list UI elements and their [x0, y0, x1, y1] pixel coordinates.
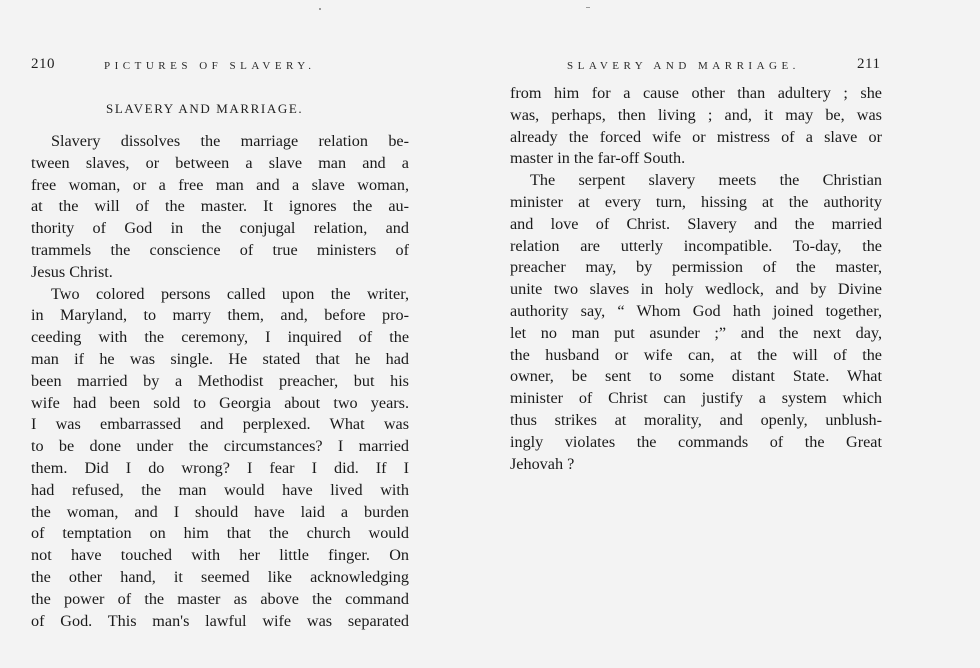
text-line: Jesus Christ. — [31, 262, 113, 281]
text-line: trammels the conscience of true ministers of — [31, 240, 409, 259]
text-line: been married by a Methodist preacher, but his — [31, 371, 409, 390]
text-line: the husband or wife can, at the will of the — [510, 345, 882, 364]
text-line: unite two slaves in holy wedlock, and by Divine — [510, 280, 882, 299]
text-line: The serpent slavery meets the Christian — [530, 171, 882, 190]
text-line: at the will of the master. It ignores the au- — [31, 197, 409, 216]
text-line: was, perhaps, then living ; and, it may be, was — [510, 105, 882, 124]
text-line: not have touched with her little finger. On — [31, 546, 409, 565]
text-line: the woman, and I should have laid a burden — [31, 502, 409, 521]
text-line: them. Did I do wrong? I fear I did. If I — [31, 458, 409, 477]
text-line: had refused, the man would have lived with — [31, 480, 409, 499]
section-title: SLAVERY AND MARRIAGE. — [106, 101, 304, 116]
text-line: Jehovah ? — [510, 454, 575, 473]
text-line: preacher may, by permission of the master, — [510, 258, 882, 277]
text-line: minister of Christ can justify a system which — [510, 389, 882, 408]
text-line: thus strikes at morality, and openly, unblush- — [510, 410, 882, 429]
right-page — [490, 0, 980, 668]
text-line: the other hand, it seemed like acknowledging — [31, 567, 409, 586]
text-line: relation are utterly incompatible. To-day, the — [510, 236, 882, 255]
body-text — [510, 83, 882, 475]
text-line: Two colored persons called upon the writer, — [51, 284, 409, 303]
text-line: Slavery dissolves the marriage relation be- — [51, 132, 409, 150]
text-line: of God. This man's lawful wife was separated — [31, 611, 409, 630]
paragraph — [510, 170, 882, 475]
text-line: in Maryland, to marry them, and, before pro- — [31, 306, 409, 325]
text-line: owner, be sent to some distant State. What — [510, 367, 882, 386]
text-line: ceeding with the ceremony, I inquired of the — [31, 328, 409, 347]
text-line: ingly violates the commands of the Great — [510, 432, 882, 451]
text-line: from him for a cause other than adultery ; she — [510, 84, 882, 102]
paragraph — [31, 284, 409, 633]
paragraph — [31, 131, 409, 284]
text-line: already the forced wife or mistress of a slave or — [510, 127, 882, 146]
page-number: 211 — [857, 56, 881, 72]
paragraph — [510, 83, 882, 170]
running-head: PICTURES OF SLAVERY. — [104, 60, 316, 72]
text-line: let no man put asunder ;” and the next day, — [510, 323, 882, 342]
page-number: 210 — [31, 56, 55, 72]
text-line: and love of Christ. Slavery and the married — [510, 214, 882, 233]
body-text — [31, 131, 409, 632]
text-line: thority of God in the conjugal relation, and — [31, 219, 409, 238]
text-line: man if he was single. He stated that he had — [31, 349, 409, 368]
text-line: minister at every turn, hissing at the authority — [510, 192, 882, 211]
text-line: authority say, “ Whom God hath joined together, — [510, 301, 882, 320]
text-line: free woman, or a free man and a slave woman, — [31, 175, 409, 194]
text-line: tween slaves, or between a slave man and a — [31, 153, 409, 172]
text-line: wife had been sold to Georgia about two years. — [31, 393, 409, 412]
text-line: the power of the master as above the command — [31, 589, 409, 608]
running-head: SLAVERY AND MARRIAGE. — [567, 60, 800, 72]
text-line: of temptation on him that the church would — [31, 524, 409, 543]
text-line: to be done under the circumstances? I married — [31, 437, 409, 456]
text-line: I was embarrassed and perplexed. What was — [31, 415, 409, 434]
text-line: master in the far-off South. — [510, 149, 686, 168]
